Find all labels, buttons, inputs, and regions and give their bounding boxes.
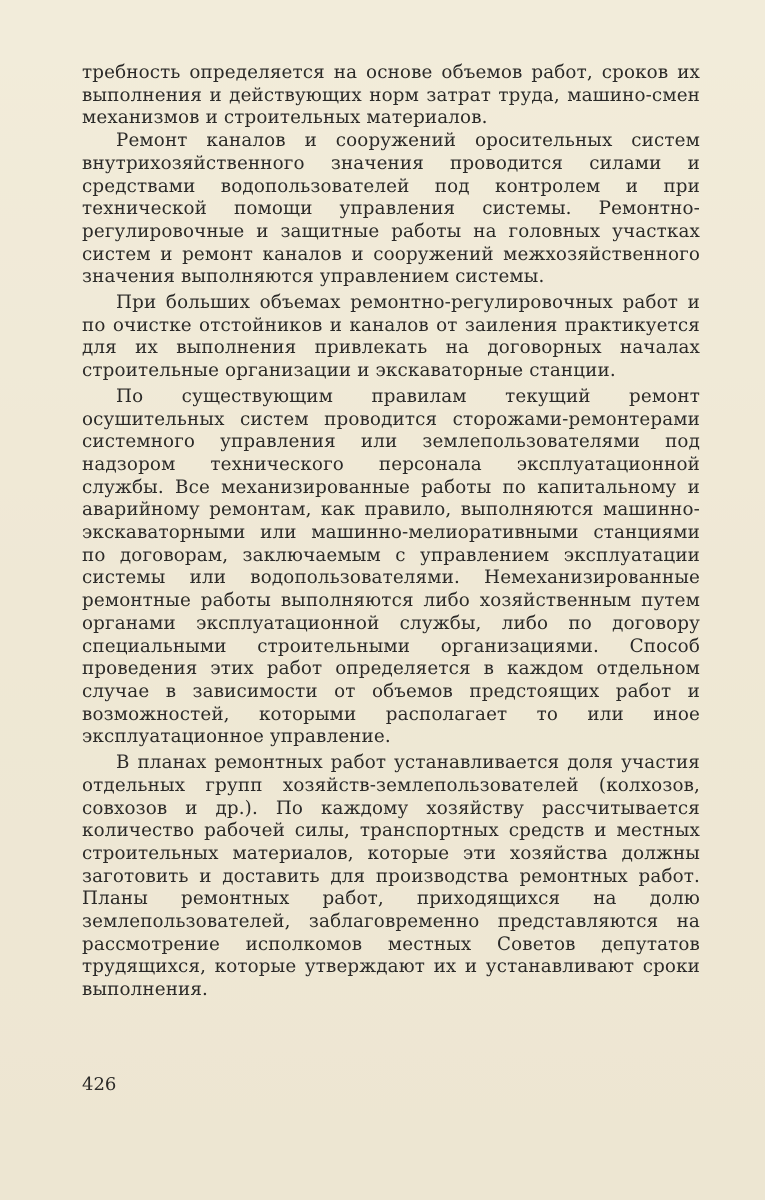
paragraph-large-volumes: При больших объемах ремонтно-регулировочных работ и по очистке отстойников и каналов от заиления практикуется для их выполнения привлекать на договорных началах строительные организации и экскаваторные станции. xyxy=(82,292,700,382)
paragraph-continuation: требность определяется на основе объемов работ, сроков их выполнения и действующих норм затрат труда, машино-смен механизмов и строительных материалов. xyxy=(82,62,700,129)
paragraph-drainage-repair: По существующим правилам текущий ремонт осушительных систем проводится сторожами-ремонтерами системного управления или землепользователями под надзором технического персонала эксплуатационной службы. Все механизированные работы по капитальному и аварийному ремонтам, как правило, выполняются машинно-экскаваторными или машинно-мелиоративными станциями по договорам, заключаемым с управлением эксплуатации системы или водопользователями. Немеханизированные ремонтные работы выполняются либо хозяйственным путем органами эксплуатационной службы, либо по договору специальными строительными организациями. Способ проведения этих работ определяется в каждом отдельном случае в зависимости от объемов предстоящих работ и возможностей, которыми располагает то или иное эксплуатационное управление. xyxy=(82,385,700,748)
page-number: 426 xyxy=(82,1074,117,1095)
body-text xyxy=(82,62,700,1002)
paragraph-irrigation-repair: Ремонт каналов и сооружений оросительных систем внутрихозяйственного значения проводится силами и средствами водопользователей под контролем и при технической помощи управления системы. Ремонтно-регулировочные и защитные работы на головных участках систем и ремонт каналов и сооружений межхозяйственного значения выполняются управлением системы. xyxy=(82,130,700,288)
paragraph-repair-plans: В планах ремонтных работ устанавливается доля участия отдельных групп хозяйств-землепользователей (колхозов, совхозов и др.). По каждому хозяйству рассчитывается количество рабочей силы, транспортных средств и местных строительных материалов, которые эти хозяйства должны заготовить и доставить для производства ремонтных работ. Планы ремонтных работ, приходящихся на долю землепользователей, заблаговременно представляются на рассмотрение исполкомов местных Советов депутатов трудящихся, которые утверждают их и устанавливают сроки выполнения. xyxy=(82,752,700,1001)
